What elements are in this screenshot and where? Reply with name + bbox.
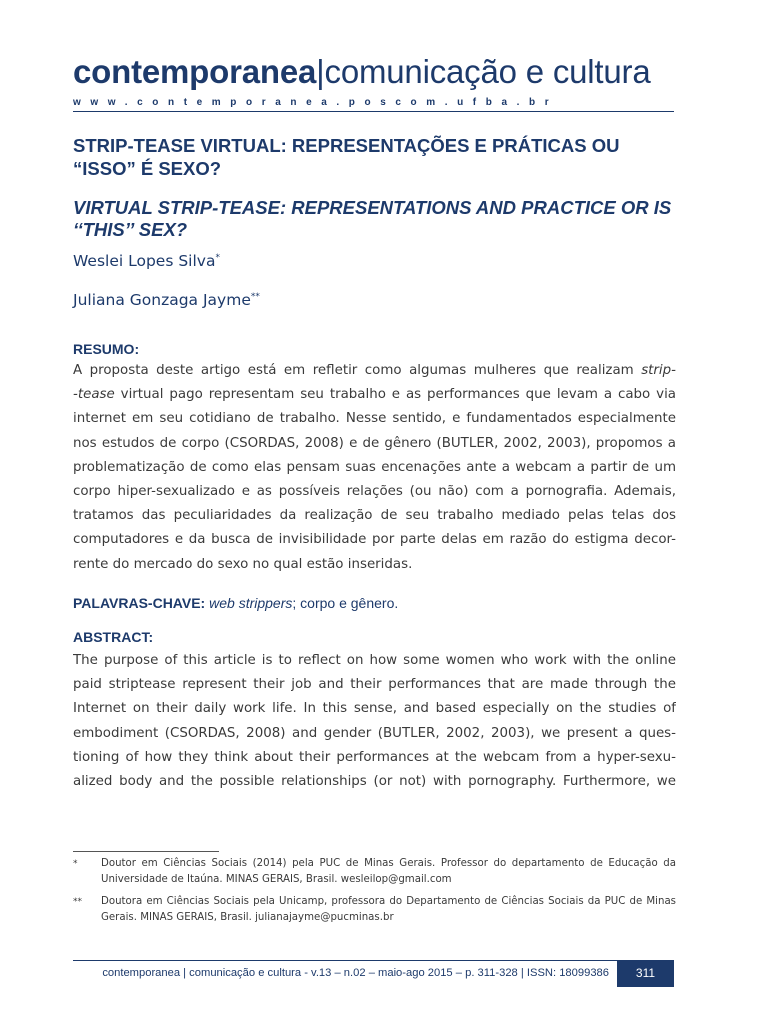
resumo-line-text: virtual pago representam seu trabalho e as performances que levam a cabo via bbox=[114, 387, 676, 403]
masthead-separator: | bbox=[316, 53, 325, 90]
abstract-line: alized body and the possible relationships (or not) with pornography. Furthermore, we bbox=[73, 773, 676, 789]
title-pt-line-2: “ISSO” É SEXO? bbox=[73, 158, 222, 179]
resumo-line-text: problematização de como elas pensam suas encenações ante a webcam a partir de um bbox=[73, 459, 676, 475]
footnote-2-text: Doutora em Ciências Sociais pela Unicamp, professora do Departamento de Ciências Sociais da PUC de Minas Gerais. MINAS GERAIS, Brasil. julianajayme@pucminas.br bbox=[101, 896, 676, 923]
resumo-line bbox=[73, 407, 676, 431]
article-title-english bbox=[73, 197, 673, 241]
abstract-body bbox=[73, 649, 676, 804]
abstract-line: Internet on their daily work life. In this sense, and based especially on the studies of bbox=[73, 701, 676, 717]
journal-subtitle: comunicação e cultura bbox=[324, 53, 651, 90]
abstract-heading: ABSTRACT: bbox=[73, 629, 154, 645]
footnote-divider bbox=[73, 851, 219, 852]
abstract-line: paid striptease represent their job and their performances that are made through the bbox=[73, 677, 676, 693]
resumo-line bbox=[73, 432, 676, 456]
author-1-name: Weslei Lopes Silva bbox=[73, 252, 216, 270]
article-title-portuguese bbox=[73, 134, 673, 180]
author-1 bbox=[73, 248, 673, 271]
page-number: 311 bbox=[617, 960, 674, 987]
journal-masthead bbox=[73, 52, 675, 92]
resumo-italic-term: strip- bbox=[641, 363, 676, 378]
resumo-line-text: tratamos das peculiaridades da realização de seu trabalho mediado pelas telas dos bbox=[73, 508, 676, 524]
resumo-line bbox=[73, 480, 676, 504]
resumo-line-text: A proposta deste artigo está em refletir como algumas mulheres que realizam bbox=[73, 363, 642, 378]
resumo-line bbox=[73, 553, 676, 577]
footer-divider bbox=[73, 960, 674, 961]
footnote-2 bbox=[73, 894, 676, 928]
author-2-footnote-mark[interactable]: ** bbox=[250, 292, 260, 302]
abstract-line: tioning of how they think about their performances at the webcam from a hyper-sexu- bbox=[73, 749, 676, 765]
footnote-2-mark: ** bbox=[73, 897, 82, 907]
title-pt-line-1: STRIP-TEASE VIRTUAL: REPRESENTAÇÕES E PRÁTICAS OU bbox=[73, 135, 620, 156]
resumo-line-text: computadores e da busca de invisibilidade por parte delas em razão do estigma decor- bbox=[73, 532, 676, 548]
title-en-line-2: ‘‘THIS’’ SEX? bbox=[73, 219, 188, 240]
abstract-line: embodiment (CSORDAS, 2008) and gender (BUTLER, 2002, 2003), we present a ques- bbox=[73, 725, 676, 741]
resumo-line bbox=[73, 456, 676, 480]
resumo-line bbox=[73, 504, 676, 528]
keywords-rest: ; corpo e gênero. bbox=[292, 595, 399, 611]
footnote-1-mark: * bbox=[73, 859, 78, 869]
resumo-line-text: internet em seu cotidiano de trabalho. Nesse sentido, e fundamentados especialmente bbox=[73, 411, 676, 427]
title-en-line-1: VIRTUAL STRIP-TEASE: REPRESENTATIONS AND PRACTICE OR IS bbox=[73, 197, 672, 218]
resumo-line bbox=[73, 359, 676, 383]
journal-website[interactable]: www.contemporanea.poscom.ufba.br bbox=[73, 97, 559, 108]
footnote-1-text: Doutor em Ciências Sociais (2014) pela PUC de Minas Gerais. Professor do departamento de Educação da Universidade de Itaúna. MINAS GERAIS, Brasil. wesleilop@gmail.com bbox=[101, 858, 676, 885]
resumo-heading: RESUMO: bbox=[73, 341, 140, 357]
keywords-label: PALAVRAS-CHAVE: bbox=[73, 595, 206, 611]
author-2-name: Juliana Gonzaga Jayme bbox=[73, 291, 251, 309]
journal-name: contemporanea bbox=[73, 53, 317, 90]
resumo-italic-term: -tease bbox=[73, 387, 115, 403]
footnote-1 bbox=[73, 856, 676, 890]
author-1-footnote-mark[interactable]: * bbox=[215, 253, 220, 263]
resumo-line bbox=[73, 383, 676, 407]
abstract-line: The purpose of this article is to reflect on how some women who work with the online bbox=[73, 653, 676, 668]
resumo-body bbox=[73, 359, 676, 579]
resumo-line-text: nos estudos de corpo (CSORDAS, 2008) e de gênero (BUTLER, 2002, 2003), propomos a bbox=[73, 435, 676, 451]
resumo-line bbox=[73, 528, 676, 552]
keywords bbox=[73, 594, 673, 612]
footer-citation: contemporanea | comunicação e cultura - v.13 – n.02 – maio-ago 2015 – p. 311-328 | ISSN: 18099386 bbox=[102, 967, 609, 979]
header-divider bbox=[73, 111, 674, 112]
resumo-line-text: corpo hiper-sexualizado e as possíveis relações (ou não) com a pornografia. Ademais, bbox=[73, 483, 676, 499]
author-2 bbox=[73, 287, 673, 310]
keyword-web-strippers: web strippers bbox=[209, 595, 293, 611]
resumo-line-text: rente do mercado do sexo no qual estão inseridas. bbox=[73, 556, 413, 572]
